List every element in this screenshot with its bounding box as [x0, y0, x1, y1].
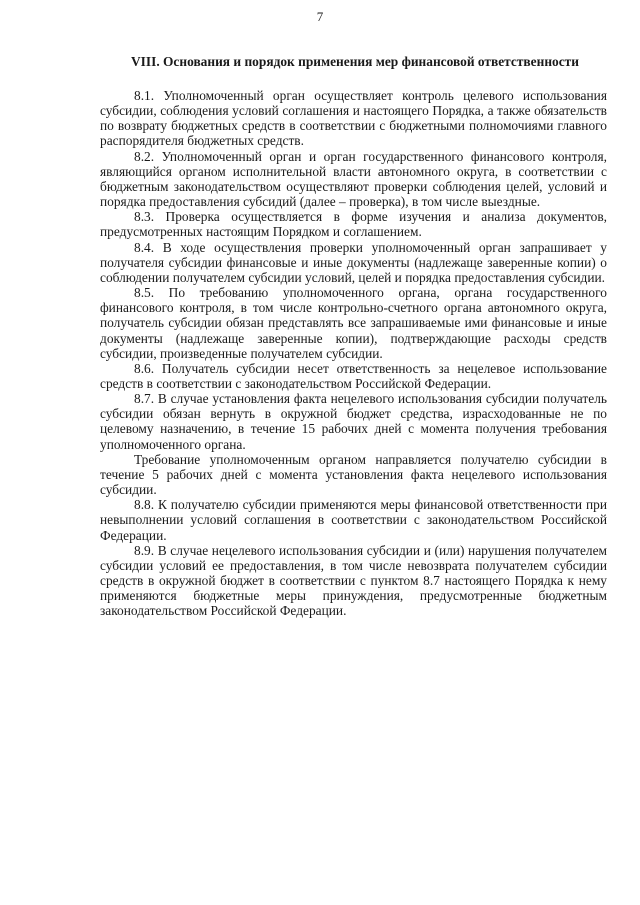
paragraph-8-2: 8.2. Уполномоченный орган и орган государственного финансового контроля, являющийся органом исполнительной власти автономного округа, в соответствии с бюджетным законодательством осуществляют проверки соблюдения целей, условий и порядка предоставления субсидий (далее – проверка), в том числе выездные.	[100, 148, 607, 210]
paragraph-8-5: 8.5. По требованию уполномоченного органа, органа государственного финансового контроля, в том числе контрольно-счетного органа автономного округа, получатель субсидии обязан представлять все запрашиваемые ими финансовые и иные документы (надлежаще заверенные копии), подтверждающие расходы средств субсидии, произведенные получателем субсидии.	[100, 285, 607, 361]
document-body	[100, 88, 607, 618]
paragraph-8-1: 8.1. Уполномоченный орган осуществляет контроль целевого использования субсидии, соблюдения условий соглашения и настоящего Порядка, а также обязательств по возврату бюджетных средств в соответствии с бюджетными полномочиями главного распорядителя бюджетных средств.	[100, 88, 607, 149]
paragraph-8-4: 8.4. В ходе осуществления проверки уполномоченный орган запрашивает у получателя субсидии финансовые и иные документы (надлежаще заверенные копии) о соблюдении получателем субсидии условий, целей и порядка предоставления субсидии.	[100, 239, 607, 285]
page-number: 7	[316, 9, 324, 24]
paragraph-8-7: 8.7. В случае установления факта нецелевого использования субсидии получатель субсидии обязан вернуть в окружной бюджет средства, израсходованные не по целевому назначению, в течение 15 рабочих дней с момента получения требования уполномоченного органа.	[100, 391, 607, 452]
paragraph-8-6: 8.6. Получатель субсидии несет ответственность за нецелевое использование средств в соответствии с законодательством Российской Федерации.	[100, 360, 607, 391]
paragraph-8-3: 8.3. Проверка осуществляется в форме изучения и анализа документов, предусмотренных настоящим Порядком и соглашением.	[100, 209, 607, 240]
paragraph-8-8: 8.8. К получателю субсидии применяются меры финансовой ответственности при невыполнении условий соглашения в соответствии с законодательством Российской Федерации.	[100, 497, 607, 543]
paragraph-8-7-requirement: Требование уполномоченным органом направляется получателю субсидии в течение 5 рабочих дней с момента установления факта нецелевого использования субсидии.	[100, 451, 607, 498]
paragraph-8-9: 8.9. В случае нецелевого использования субсидии и (или) нарушения получателем субсидии условий ее предоставления, в том числе невозврата получателем субсидии средств в окружной бюджет в соответствии с пунктом 8.7 настоящего Порядка к нему применяются бюджетные меры принуждения, предусмотренные бюджетным законодательством Российской Федерации.	[100, 542, 607, 619]
section-title: VIII. Основания и порядок применения мер финансовой ответственности	[131, 54, 579, 69]
